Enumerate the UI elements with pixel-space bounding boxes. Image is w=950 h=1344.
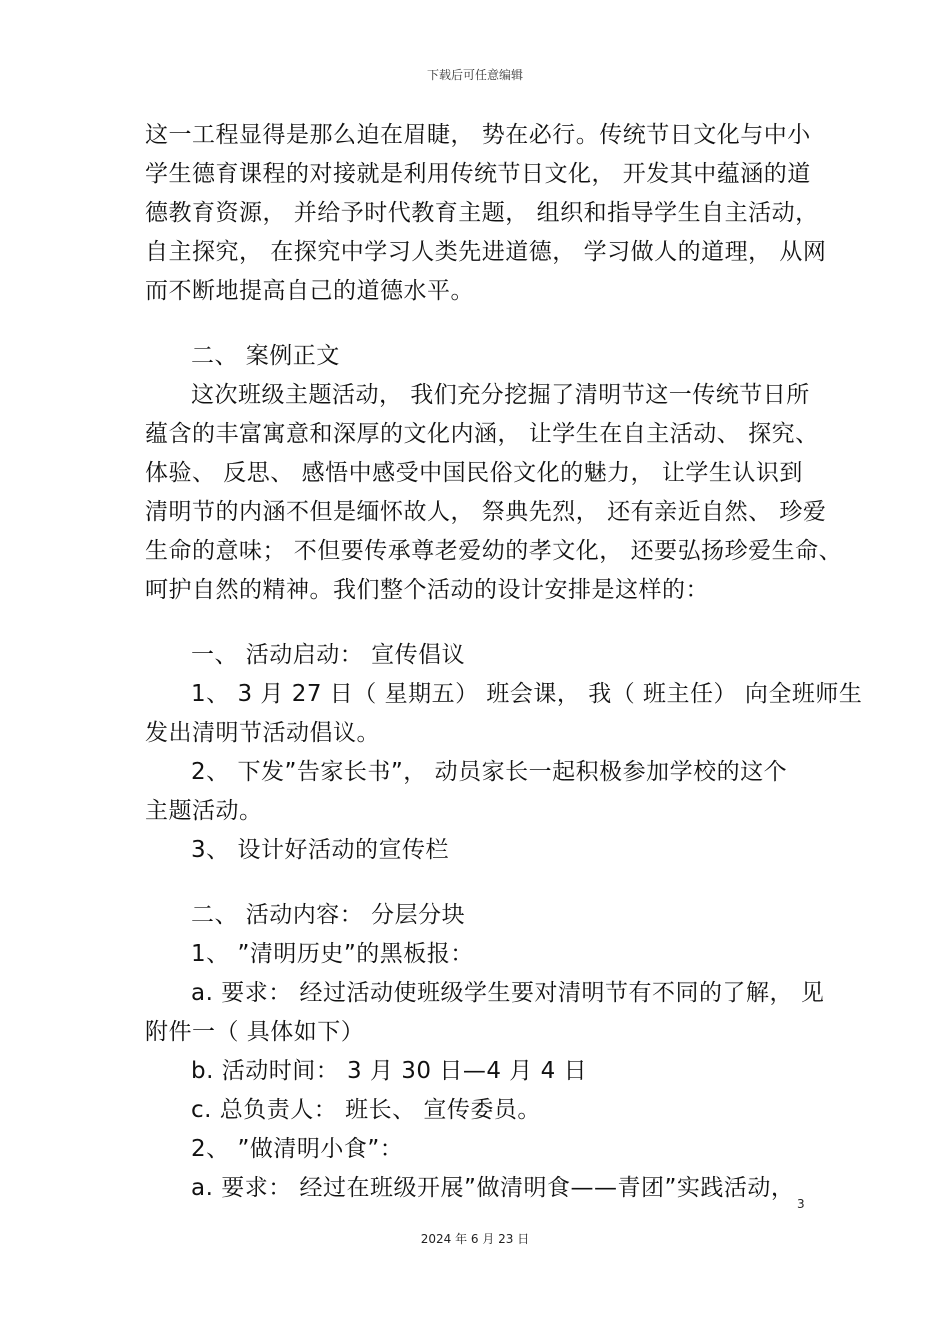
text-line: 呵护自然的精神。我们整个活动的设计安排是这样的： bbox=[145, 577, 709, 603]
text-line: 生命的意味； 不但要传承尊老爱幼的孝文化， 还要弘扬珍爱生命、 bbox=[145, 538, 843, 564]
activity-heading: 二、 活动内容： 分层分块 bbox=[191, 902, 466, 928]
spacer bbox=[145, 311, 815, 337]
text-line: 学生德育课程的对接就是利用传统节日文化， 开发其中蕴涵的道 bbox=[145, 161, 811, 187]
document-body bbox=[145, 116, 863, 1208]
list-item: 1、 ”清明历史”的黑板报： bbox=[191, 941, 474, 967]
text-line: 这次班级主题活动， 我们充分挖掘了清明节这一传统节日所 bbox=[191, 382, 810, 408]
section-heading: 二、 案例正文 bbox=[191, 343, 340, 369]
list-item: a. 要求： 经过在班级开展”做清明食——青团”实践活动， bbox=[191, 1175, 795, 1201]
text-line: 体验、 反思、 感悟中感受中国民俗文化的魅力， 让学生认识到 bbox=[145, 460, 803, 486]
text-line: 德教育资源， 并给予时代教育主题， 组织和指导学生自主活动， bbox=[145, 200, 819, 226]
list-item: a. 要求： 经过活动使班级学生要对清明节有不同的了解， 见 bbox=[191, 980, 825, 1006]
list-item: b. 活动时间： 3 月 30 日—4 月 4 日 bbox=[191, 1058, 588, 1084]
page-number: 3 bbox=[797, 1197, 805, 1211]
activity-list bbox=[145, 675, 863, 870]
list-item: 2、 ”做清明小食”： bbox=[191, 1136, 404, 1162]
text-line: 这一工程显得是那么迫在眉睫， 势在必行。传统节日文化与中小 bbox=[145, 122, 811, 148]
list-item: c. 总负责人： 班长、 宣传委员。 bbox=[191, 1097, 541, 1123]
activity-list bbox=[145, 935, 825, 1208]
text-line: 自主探究， 在探究中学习人类先进道德， 学习做人的道理， 从网 bbox=[145, 239, 827, 265]
activity-heading: 一、 活动启动： 宣传倡议 bbox=[191, 642, 466, 668]
page-header: 下载后可任意编辑 bbox=[426, 68, 523, 82]
text-line: 清明节的内涵不但是缅怀故人， 祭典先烈， 还有亲近自然、 珍爱 bbox=[145, 499, 827, 525]
text-line: 而不断地提高自己的道德水平。 bbox=[145, 278, 474, 304]
case-paragraph bbox=[145, 376, 843, 610]
spacer bbox=[145, 870, 815, 896]
list-item: 主题活动。 bbox=[145, 798, 263, 824]
intro-paragraph bbox=[145, 116, 827, 311]
spacer bbox=[145, 610, 815, 636]
list-item: 3、 设计好活动的宣传栏 bbox=[191, 837, 449, 863]
list-item: 发出清明节活动倡议。 bbox=[145, 720, 380, 746]
list-item: 2、 下发”告家长书”， 动员家长一起积极参加学校的这个 bbox=[191, 759, 788, 785]
page-footer-date: 2024 年 6 月 23 日 bbox=[420, 1232, 530, 1246]
text-line: 蕴含的丰富寓意和深厚的文化内涵， 让学生在自主活动、 探究、 bbox=[145, 421, 819, 447]
list-item: 1、 3 月 27 日（ 星期五） 班会课， 我（ 班主任） 向全班师生 bbox=[191, 681, 863, 707]
list-item: 附件一（ 具体如下） bbox=[145, 1019, 365, 1045]
